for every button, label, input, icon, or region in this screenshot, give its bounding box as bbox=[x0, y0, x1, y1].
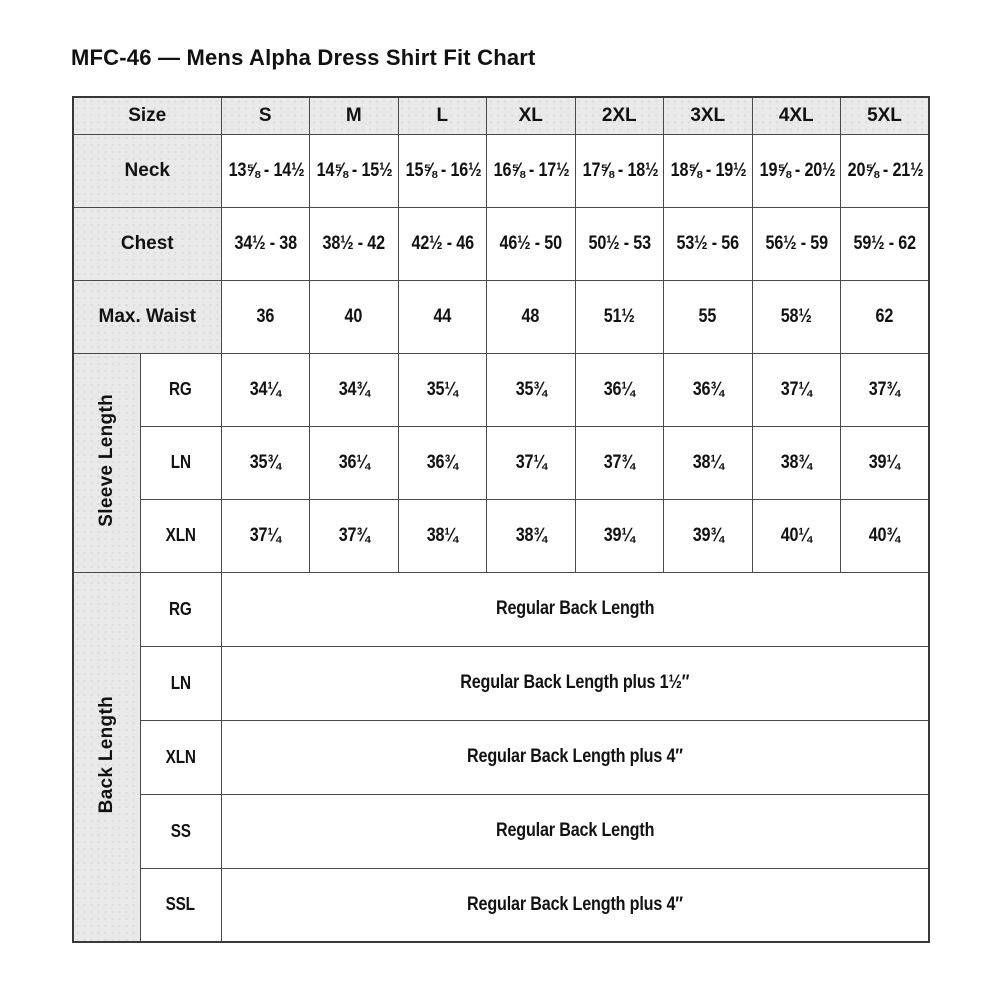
back-text: Regular Back Length bbox=[495, 820, 654, 841]
max-waist-label-cell: Max. Waist bbox=[73, 280, 221, 353]
sleeve-code: XLN bbox=[165, 525, 196, 545]
size-col-header: 2XL bbox=[575, 97, 664, 134]
chest-value-cell bbox=[752, 207, 841, 280]
chest-value-cell bbox=[664, 207, 753, 280]
sleeve-value: 38¾ bbox=[515, 524, 547, 546]
waist-value: 51½ bbox=[603, 305, 635, 327]
sleeve-value-cell bbox=[841, 353, 930, 426]
sleeve-value: 39¾ bbox=[692, 524, 724, 546]
sleeve-value-cell bbox=[752, 499, 841, 572]
neck-value-cell bbox=[398, 134, 487, 207]
waist-value: 40 bbox=[344, 305, 363, 327]
sleeve-code: RG bbox=[169, 379, 192, 399]
sleeve-value: 37¼ bbox=[515, 451, 547, 473]
sleeve-value-cell bbox=[310, 426, 399, 499]
sleeve-value: 40¾ bbox=[869, 524, 900, 546]
sleeve-value: 37¾ bbox=[603, 451, 635, 473]
sleeve-code-cell bbox=[140, 353, 221, 426]
chest-value: 38½ - 42 bbox=[322, 232, 385, 254]
max-waist-row bbox=[73, 280, 929, 353]
chest-value: 56½ - 59 bbox=[765, 232, 828, 254]
sleeve-code: LN bbox=[170, 452, 191, 472]
sleeve-value-cell bbox=[310, 499, 399, 572]
size-header-cell: Size bbox=[73, 97, 221, 134]
sleeve-value-cell bbox=[398, 426, 487, 499]
sleeve-value: 37¼ bbox=[780, 378, 812, 400]
sleeve-value: 39¼ bbox=[603, 524, 635, 546]
sleeve-value: 36¾ bbox=[426, 451, 458, 473]
sleeve-xln-row bbox=[73, 499, 929, 572]
sleeve-value-cell bbox=[841, 499, 930, 572]
sleeve-value-cell bbox=[398, 499, 487, 572]
sleeve-ln-row bbox=[73, 426, 929, 499]
chest-value-cell bbox=[310, 207, 399, 280]
waist-value-cell bbox=[841, 280, 930, 353]
back-text-cell bbox=[221, 794, 929, 868]
sleeve-value: 35¾ bbox=[515, 378, 547, 400]
back-code: SS bbox=[170, 820, 191, 841]
back-rg-row bbox=[73, 572, 929, 646]
back-text-cell bbox=[221, 720, 929, 794]
chest-label-cell: Chest bbox=[73, 207, 221, 280]
neck-value-cell bbox=[487, 134, 576, 207]
size-col-header: XL bbox=[487, 97, 576, 134]
neck-label-cell: Neck bbox=[73, 134, 221, 207]
sleeve-value-cell bbox=[664, 426, 753, 499]
sleeve-value-cell bbox=[575, 499, 664, 572]
neck-value: 15⅝ - 16½ bbox=[405, 159, 481, 181]
size-col-header: M bbox=[310, 97, 399, 134]
neck-value: 18⅝ - 19½ bbox=[670, 159, 747, 181]
sleeve-value-cell bbox=[487, 426, 576, 499]
waist-value-cell bbox=[310, 280, 399, 353]
sleeve-value-cell bbox=[664, 499, 753, 572]
chest-value: 34½ - 38 bbox=[234, 232, 297, 254]
sleeve-value: 35¾ bbox=[249, 451, 281, 473]
size-col-header: 3XL bbox=[664, 97, 753, 134]
neck-value-cell bbox=[575, 134, 664, 207]
neck-value: 17⅝ - 18½ bbox=[582, 159, 658, 181]
chest-value-cell bbox=[841, 207, 930, 280]
waist-value-cell bbox=[398, 280, 487, 353]
sleeve-value-cell bbox=[841, 426, 930, 499]
sleeve-length-section-cell bbox=[73, 353, 140, 572]
chest-value: 59½ - 62 bbox=[853, 232, 916, 254]
sleeve-value-cell bbox=[752, 353, 841, 426]
neck-value-cell bbox=[310, 134, 399, 207]
sleeve-value: 37¼ bbox=[249, 524, 281, 546]
waist-value-cell bbox=[487, 280, 576, 353]
back-code: XLN bbox=[165, 746, 196, 767]
neck-value-cell bbox=[841, 134, 930, 207]
chest-value-cell bbox=[398, 207, 487, 280]
neck-value: 20⅝ - 21½ bbox=[847, 159, 924, 181]
back-text: Regular Back Length bbox=[495, 598, 654, 619]
back-code: RG bbox=[169, 598, 192, 619]
sleeve-value: 36¼ bbox=[603, 378, 635, 400]
size-col-header: 4XL bbox=[752, 97, 841, 134]
sleeve-value-cell bbox=[221, 353, 310, 426]
waist-value: 62 bbox=[875, 305, 894, 327]
sleeve-value-cell bbox=[575, 426, 664, 499]
chest-value-cell bbox=[487, 207, 576, 280]
back-text-cell bbox=[221, 572, 929, 646]
back-text: Regular Back Length plus 1½″ bbox=[460, 672, 690, 693]
chest-value: 50½ - 53 bbox=[588, 232, 651, 254]
back-ss-row bbox=[73, 794, 929, 868]
back-text-cell bbox=[221, 868, 929, 942]
chest-value: 46½ - 50 bbox=[499, 232, 562, 254]
waist-value-cell bbox=[664, 280, 753, 353]
sleeve-code-cell bbox=[140, 426, 221, 499]
sleeve-value: 38¼ bbox=[426, 524, 458, 546]
sleeve-value: 34¾ bbox=[338, 378, 370, 400]
back-text: Regular Back Length plus 4″ bbox=[466, 893, 683, 915]
chest-value-cell bbox=[221, 207, 310, 280]
back-code-cell bbox=[140, 794, 221, 868]
back-length-label: Back Length bbox=[95, 695, 117, 813]
waist-value: 44 bbox=[433, 305, 452, 327]
back-code-cell bbox=[140, 868, 221, 942]
back-xln-row bbox=[73, 720, 929, 794]
neck-value: 13⅝ - 14½ bbox=[228, 159, 304, 181]
fit-chart-table bbox=[72, 96, 930, 943]
waist-value: 36 bbox=[256, 305, 275, 327]
sleeve-value: 40¼ bbox=[780, 524, 812, 546]
size-col-header: S bbox=[221, 97, 310, 134]
sleeve-value: 37¾ bbox=[869, 378, 900, 400]
neck-value-cell bbox=[664, 134, 753, 207]
sleeve-value-cell bbox=[575, 353, 664, 426]
neck-value: 19⅝ - 20½ bbox=[759, 159, 835, 181]
sleeve-value: 38¾ bbox=[780, 451, 812, 473]
back-code-cell bbox=[140, 572, 221, 646]
waist-value-cell bbox=[575, 280, 664, 353]
sleeve-value: 37¾ bbox=[338, 524, 370, 546]
page-title: MFC-46 — Mens Alpha Dress Shirt Fit Chart bbox=[71, 45, 536, 70]
neck-row bbox=[73, 134, 929, 207]
back-ln-row bbox=[73, 646, 929, 720]
neck-value-cell bbox=[752, 134, 841, 207]
sleeve-value-cell bbox=[487, 499, 576, 572]
back-code: SSL bbox=[165, 894, 196, 915]
sleeve-value-cell bbox=[398, 353, 487, 426]
sleeve-value-cell bbox=[221, 499, 310, 572]
sleeve-value: 36¼ bbox=[338, 451, 370, 473]
back-code-cell bbox=[140, 720, 221, 794]
sleeve-value-cell bbox=[310, 353, 399, 426]
chest-value-cell bbox=[575, 207, 664, 280]
back-code-cell bbox=[140, 646, 221, 720]
sleeve-rg-row bbox=[73, 353, 929, 426]
sleeve-value: 35¼ bbox=[426, 378, 458, 400]
sleeve-value-cell bbox=[221, 426, 310, 499]
back-text-cell bbox=[221, 646, 929, 720]
sleeve-value: 38¼ bbox=[692, 451, 724, 473]
back-code: LN bbox=[170, 672, 191, 693]
neck-value: 14⅝ - 15½ bbox=[316, 159, 393, 181]
waist-value-cell bbox=[752, 280, 841, 353]
back-length-section-cell bbox=[73, 572, 140, 942]
sleeve-value: 36¾ bbox=[692, 378, 724, 400]
waist-value: 58½ bbox=[780, 305, 812, 327]
neck-value: 16⅝ - 17½ bbox=[493, 159, 570, 181]
chest-value: 42½ - 46 bbox=[411, 232, 474, 254]
size-col-header: L bbox=[398, 97, 487, 134]
sleeve-length-label: Sleeve Length bbox=[95, 393, 117, 527]
sleeve-code-cell bbox=[140, 499, 221, 572]
back-ssl-row bbox=[73, 868, 929, 942]
header-row bbox=[73, 97, 929, 134]
back-text: Regular Back Length plus 4″ bbox=[466, 746, 683, 767]
chest-value: 53½ - 56 bbox=[676, 232, 739, 254]
waist-value-cell bbox=[221, 280, 310, 353]
waist-value: 55 bbox=[698, 305, 717, 327]
waist-value: 48 bbox=[521, 305, 540, 327]
sleeve-value: 39¼ bbox=[869, 451, 900, 473]
sleeve-value: 34¼ bbox=[249, 378, 281, 400]
sleeve-value-cell bbox=[487, 353, 576, 426]
sleeve-value-cell bbox=[664, 353, 753, 426]
neck-value-cell bbox=[221, 134, 310, 207]
chest-row bbox=[73, 207, 929, 280]
sleeve-value-cell bbox=[752, 426, 841, 499]
size-col-header: 5XL bbox=[841, 97, 930, 134]
